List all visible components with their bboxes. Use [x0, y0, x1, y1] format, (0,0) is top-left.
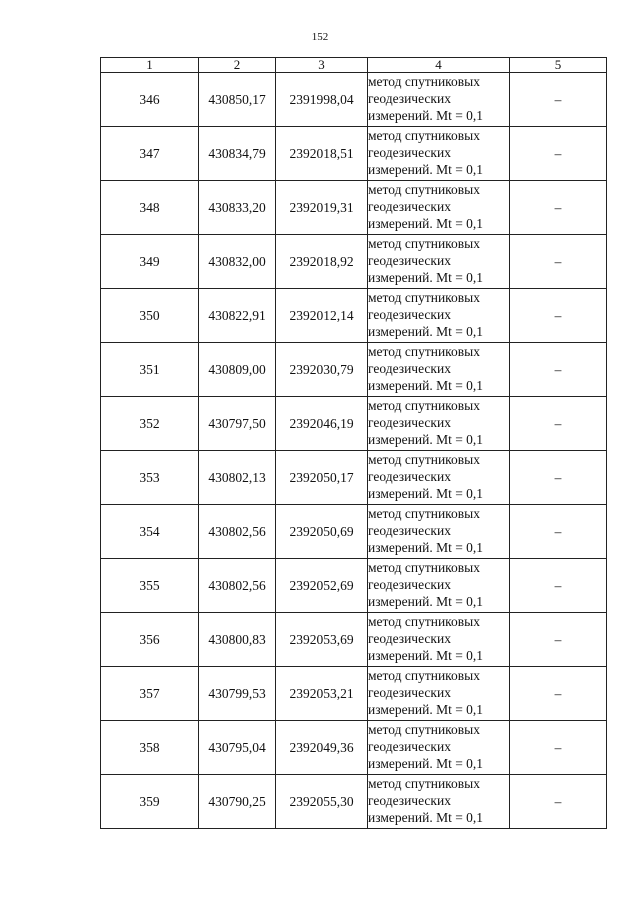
method-line: измерений. Mt = 0,1	[368, 108, 484, 123]
method-line: измерений. Mt = 0,1	[368, 432, 484, 447]
note-cell: –	[510, 127, 607, 181]
y-coordinate-cell: 2392053,21	[276, 667, 368, 721]
method-cell	[368, 235, 510, 289]
table-row	[101, 613, 607, 667]
point-number-cell: 355	[101, 559, 199, 613]
method-cell	[368, 289, 510, 343]
point-number-cell: 346	[101, 73, 199, 127]
method-cell	[368, 181, 510, 235]
y-coordinate-cell: 2392053,69	[276, 613, 368, 667]
method-line: метод спутниковых	[368, 668, 480, 683]
table-row	[101, 451, 607, 505]
x-coordinate-cell: 430799,53	[199, 667, 276, 721]
x-coordinate-cell: 430790,25	[199, 775, 276, 829]
method-cell	[368, 127, 510, 181]
note-cell: –	[510, 505, 607, 559]
page-number: 152	[311, 31, 329, 43]
x-coordinate-cell: 430832,00	[199, 235, 276, 289]
method-line: метод спутниковых	[368, 560, 480, 575]
table-row	[101, 559, 607, 613]
method-line: геодезических	[368, 253, 451, 268]
method-line: измерений. Mt = 0,1	[368, 216, 484, 231]
method-line: метод спутниковых	[368, 452, 480, 467]
method-line: метод спутниковых	[368, 344, 480, 359]
method-line: метод спутниковых	[368, 614, 480, 629]
point-number-cell: 352	[101, 397, 199, 451]
method-line: измерений. Mt = 0,1	[368, 378, 484, 393]
note-cell: –	[510, 667, 607, 721]
note-cell: –	[510, 559, 607, 613]
note-cell: –	[510, 775, 607, 829]
method-line: метод спутниковых	[368, 722, 480, 737]
method-line: метод спутниковых	[368, 236, 480, 251]
method-cell	[368, 721, 510, 775]
y-coordinate-cell: 2392052,69	[276, 559, 368, 613]
method-line: геодезических	[368, 793, 451, 808]
method-cell	[368, 613, 510, 667]
method-line: измерений. Mt = 0,1	[368, 486, 484, 501]
point-number-cell: 354	[101, 505, 199, 559]
method-line: измерений. Mt = 0,1	[368, 594, 484, 609]
method-line: геодезических	[368, 145, 451, 160]
method-line: геодезических	[368, 469, 451, 484]
note-cell: –	[510, 181, 607, 235]
method-line: геодезических	[368, 523, 451, 538]
method-cell	[368, 775, 510, 829]
method-line: метод спутниковых	[368, 182, 480, 197]
method-line: геодезических	[368, 361, 451, 376]
x-coordinate-cell: 430800,83	[199, 613, 276, 667]
x-coordinate-cell: 430802,13	[199, 451, 276, 505]
method-cell	[368, 451, 510, 505]
method-line: измерений. Mt = 0,1	[368, 756, 484, 771]
point-number-cell: 347	[101, 127, 199, 181]
y-coordinate-cell: 2392018,92	[276, 235, 368, 289]
point-number-cell: 353	[101, 451, 199, 505]
method-cell	[368, 667, 510, 721]
point-number-cell: 351	[101, 343, 199, 397]
point-number-cell: 356	[101, 613, 199, 667]
method-line: измерений. Mt = 0,1	[368, 810, 484, 825]
x-coordinate-cell: 430797,50	[199, 397, 276, 451]
note-cell: –	[510, 451, 607, 505]
method-line: метод спутниковых	[368, 398, 480, 413]
method-line: измерений. Mt = 0,1	[368, 324, 484, 339]
table-body	[101, 73, 607, 829]
method-line: геодезических	[368, 91, 451, 106]
point-number-cell: 359	[101, 775, 199, 829]
y-coordinate-cell: 2391998,04	[276, 73, 368, 127]
coordinates-table	[100, 57, 607, 829]
column-header-2: 2	[199, 58, 276, 73]
point-number-cell: 349	[101, 235, 199, 289]
y-coordinate-cell: 2392055,30	[276, 775, 368, 829]
method-line: измерений. Mt = 0,1	[368, 270, 484, 285]
method-line: метод спутниковых	[368, 776, 480, 791]
method-line: метод спутниковых	[368, 128, 480, 143]
y-coordinate-cell: 2392018,51	[276, 127, 368, 181]
x-coordinate-cell: 430809,00	[199, 343, 276, 397]
note-cell: –	[510, 397, 607, 451]
y-coordinate-cell: 2392049,36	[276, 721, 368, 775]
note-cell: –	[510, 721, 607, 775]
method-line: метод спутниковых	[368, 74, 480, 89]
table-row	[101, 667, 607, 721]
method-cell	[368, 505, 510, 559]
note-cell: –	[510, 343, 607, 397]
method-line: геодезических	[368, 739, 451, 754]
x-coordinate-cell: 430802,56	[199, 559, 276, 613]
method-cell	[368, 73, 510, 127]
table-row	[101, 343, 607, 397]
method-line: метод спутниковых	[368, 506, 480, 521]
note-cell: –	[510, 613, 607, 667]
point-number-cell: 348	[101, 181, 199, 235]
method-line: геодезических	[368, 631, 451, 646]
x-coordinate-cell: 430850,17	[199, 73, 276, 127]
method-cell	[368, 343, 510, 397]
x-coordinate-cell: 430834,79	[199, 127, 276, 181]
method-cell	[368, 559, 510, 613]
table-row	[101, 289, 607, 343]
y-coordinate-cell: 2392050,17	[276, 451, 368, 505]
table-row	[101, 505, 607, 559]
x-coordinate-cell: 430802,56	[199, 505, 276, 559]
table-row	[101, 721, 607, 775]
method-cell	[368, 397, 510, 451]
table-row	[101, 181, 607, 235]
point-number-cell: 357	[101, 667, 199, 721]
table-row	[101, 235, 607, 289]
method-line: геодезических	[368, 577, 451, 592]
method-line: геодезических	[368, 685, 451, 700]
y-coordinate-cell: 2392046,19	[276, 397, 368, 451]
point-number-cell: 358	[101, 721, 199, 775]
point-number-cell: 350	[101, 289, 199, 343]
y-coordinate-cell: 2392012,14	[276, 289, 368, 343]
column-header-4: 4	[368, 58, 510, 73]
method-line: геодезических	[368, 307, 451, 322]
table-row	[101, 73, 607, 127]
x-coordinate-cell: 430795,04	[199, 721, 276, 775]
note-cell: –	[510, 73, 607, 127]
method-line: измерений. Mt = 0,1	[368, 540, 484, 555]
y-coordinate-cell: 2392050,69	[276, 505, 368, 559]
note-cell: –	[510, 235, 607, 289]
header-row	[101, 58, 607, 73]
method-line: измерений. Mt = 0,1	[368, 648, 484, 663]
y-coordinate-cell: 2392030,79	[276, 343, 368, 397]
column-header-3: 3	[276, 58, 368, 73]
note-cell: –	[510, 289, 607, 343]
method-line: метод спутниковых	[368, 290, 480, 305]
x-coordinate-cell: 430833,20	[199, 181, 276, 235]
method-line: геодезических	[368, 415, 451, 430]
column-header-1: 1	[101, 58, 199, 73]
table-row	[101, 127, 607, 181]
method-line: измерений. Mt = 0,1	[368, 162, 484, 177]
table-header	[101, 58, 607, 73]
y-coordinate-cell: 2392019,31	[276, 181, 368, 235]
column-header-5: 5	[510, 58, 607, 73]
x-coordinate-cell: 430822,91	[199, 289, 276, 343]
table-row	[101, 775, 607, 829]
method-line: измерений. Mt = 0,1	[368, 702, 484, 717]
method-line: геодезических	[368, 199, 451, 214]
table-row	[101, 397, 607, 451]
